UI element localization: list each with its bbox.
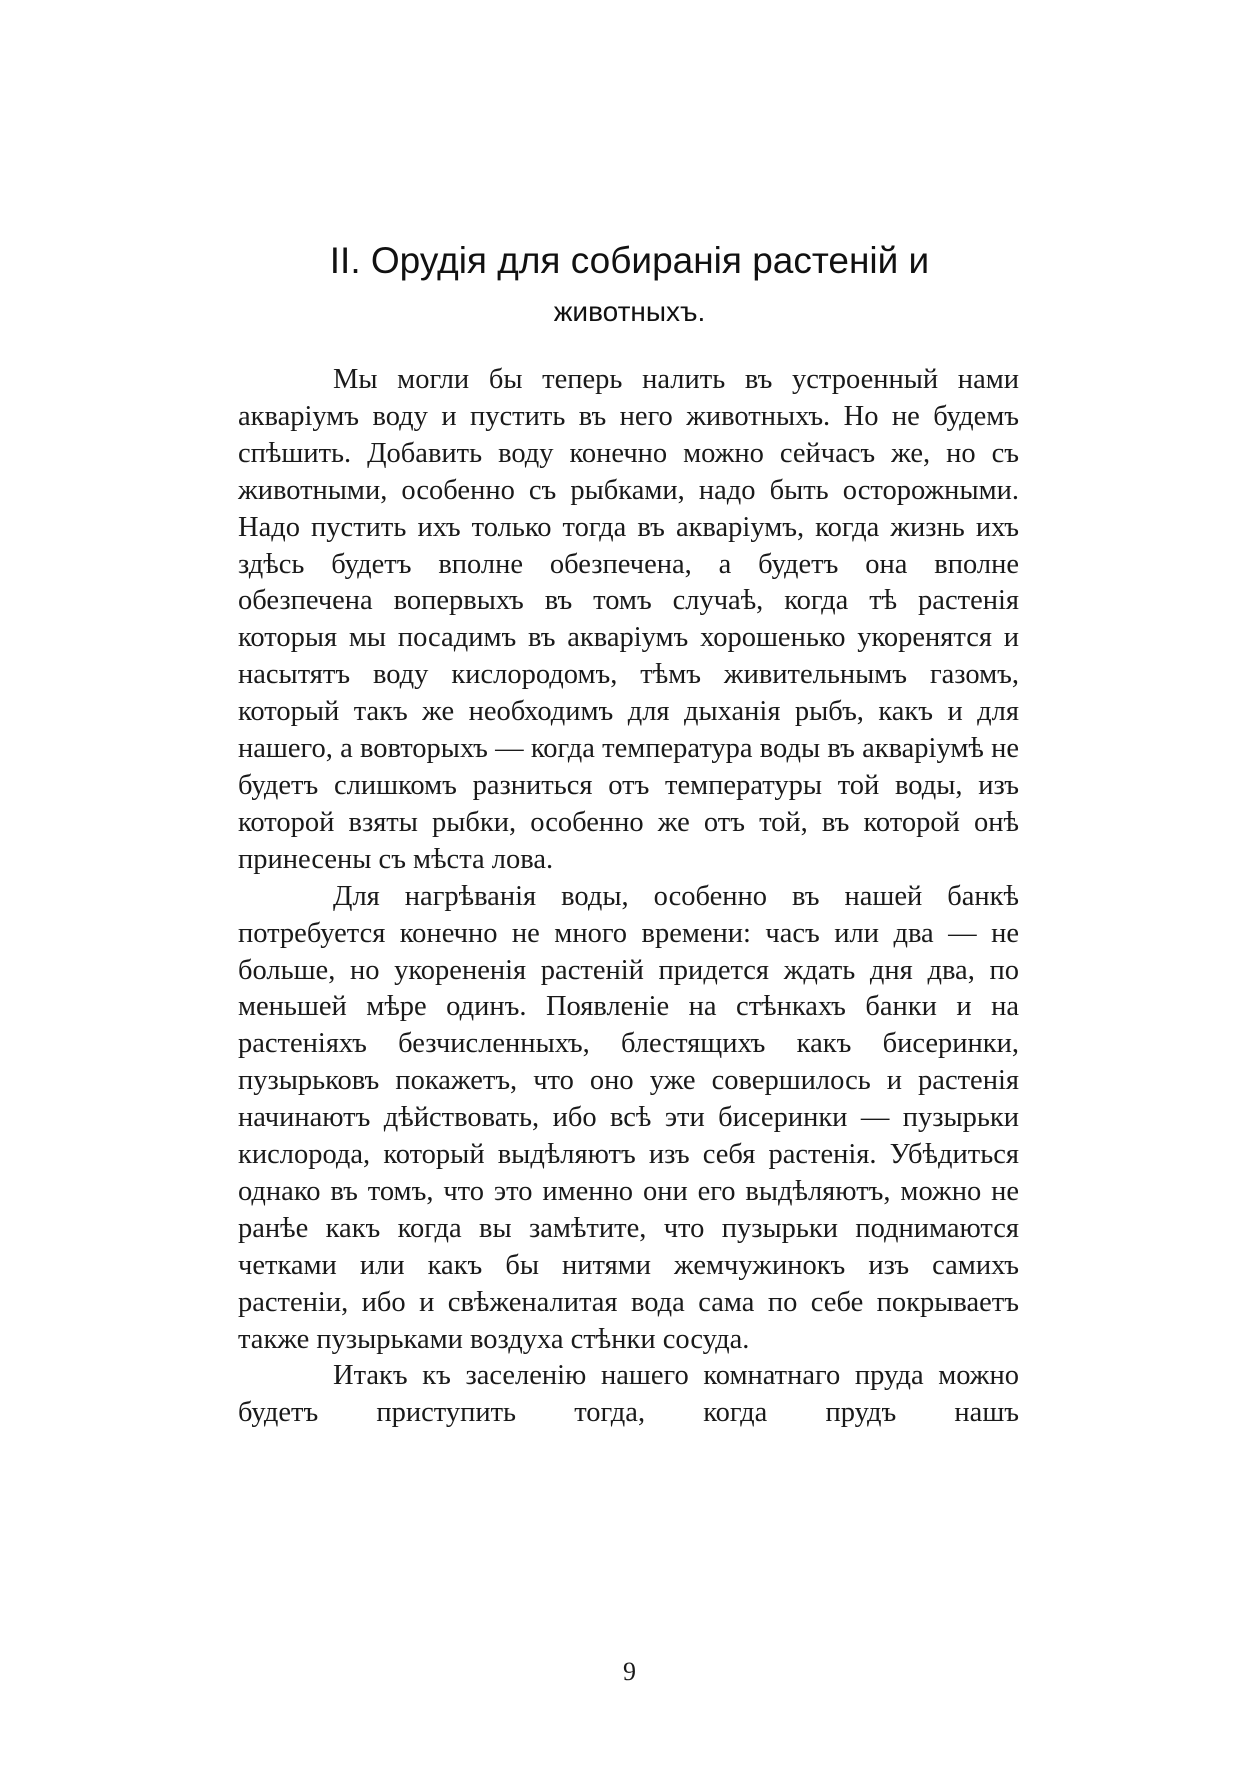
chapter-heading: II. Орудія для собиранія растеній и (329, 240, 930, 281)
paragraph-2: Для нагрѣванія воды, особенно въ нашей банкѣ потребуется конечно не много времени: часъ или два — не больше, но укорененія растеній придется ждать дня два, по меньшей мѣре одинъ. Появленіе на стѣнкахъ банки и на растеніяхъ безчисленныхъ, блестящихъ какъ бисеринки, пузырьковъ покажетъ, что оно уже совершилось и растенія начинаютъ дѣйствовать, ибо всѣ эти бисеринки — пузырьки кислорода, который выдѣляютъ изъ себя растенія. Убѣдиться однако въ томъ, что это именно они его выдѣляютъ, можно не ранѣе какъ когда вы замѣтите, что пузырьки поднимаются четками или какъ бы нитями жемчужинокъ изъ самихъ растеніи, ибо и свѣженалитая вода сама по себе покрываетъ также пузырьками воздуха стѣнки сосуда. (238, 880, 1019, 1355)
page-number: 9 (623, 1657, 636, 1686)
paragraph-3: Итакъ къ заселенію нашего комнатнаго пруда можно будетъ приступить тогда, когда прудъ нашъ (238, 1360, 1019, 1429)
paragraph-1: Мы могли бы теперь налить въ устроенный нами акваріумъ воду и пустить въ него животныхъ. Но не будемъ спѣшить. Добавить воду конечно можно сейчасъ же, но съ животными, особенно съ рыбками, надо быть осторожными. Надо пустить ихъ только тогда въ акваріумъ, когда жизнь ихъ здѣсь будетъ вполне обезпечена, а будетъ она вполне обезпечена вопервыхъ въ томъ случаѣ, когда тѣ растенія которыя мы посадимъ въ акваріумъ хорошенько укоренятся и насытятъ воду кислородомъ, тѣмъ живительнымъ газомъ, который такъ же необходимъ для дыханія рыбъ, какъ и для нашего, а вовторыхъ — когда температура воды въ акваріумѣ не будетъ слишкомъ разниться отъ температуры той воды, изъ которой взяты рыбки, особенно же отъ той, въ которой онѣ принесены съ мѣста лова. (238, 364, 1019, 875)
chapter-heading-continuation: животныхъ. (553, 296, 706, 327)
body-text (238, 362, 1019, 1432)
